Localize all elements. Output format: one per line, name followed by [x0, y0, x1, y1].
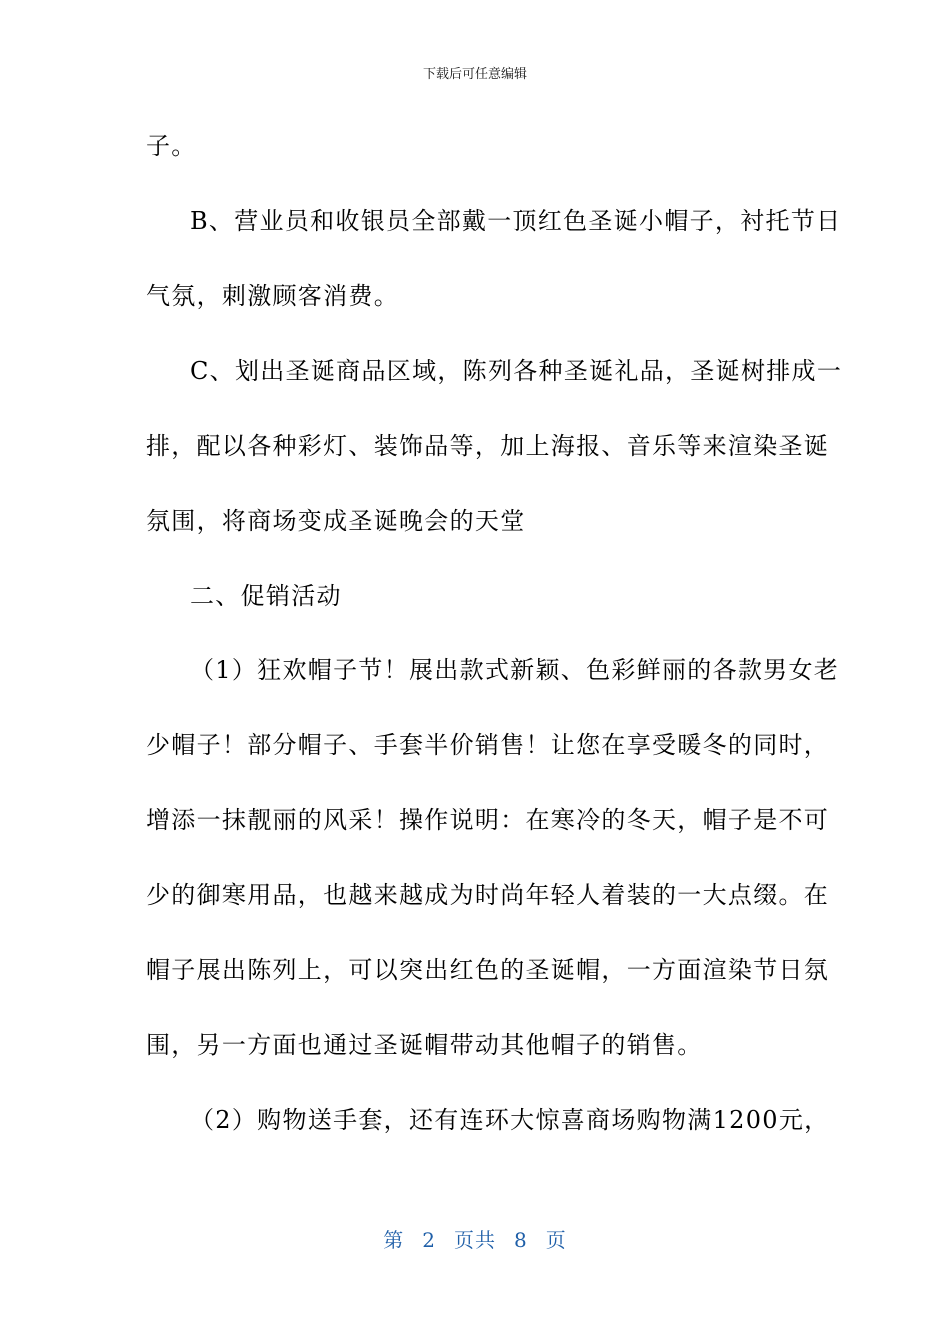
body-line-13: 围，另一方面也通过圣诞帽带动其他帽子的销售。: [146, 1031, 703, 1059]
page-header-note: 下载后可任意编辑: [422, 67, 527, 82]
body-line-2: B、营业员和收银员全部戴一顶红色圣诞小帽子，衬托节日: [190, 207, 842, 235]
body-line-8: （1）狂欢帽子节！展出款式新颖、色彩鲜丽的各款男女老: [190, 656, 840, 684]
footer-total-pages: 8: [514, 1228, 528, 1252]
body-line-9: 少帽子！部分帽子、手套半价销售！让您在享受暖冬的同时，: [146, 731, 830, 759]
footer-page-number: 2: [422, 1228, 436, 1252]
body-line-11: 少的御寒用品，也越来越成为时尚年轻人着装的一大点缀。在: [146, 881, 830, 909]
body-line-4: C、划出圣诞商品区域，陈列各种圣诞礼品，圣诞树排成一: [190, 357, 843, 385]
body-line-6: 氛围，将商场变成圣诞晚会的天堂: [146, 507, 526, 535]
body-line-10: 增添一抹靓丽的风采！操作说明：在寒冷的冬天，帽子是不可: [146, 806, 830, 834]
footer-middle: 页共: [454, 1228, 496, 1252]
footer-suffix: 页: [545, 1228, 567, 1252]
page-footer: [0, 1226, 950, 1254]
footer-prefix: 第: [383, 1228, 405, 1252]
section-heading: 二、促销活动: [190, 582, 342, 610]
body-line-14: （2）购物送手套，还有连环大惊喜商场购物满1200元，: [190, 1106, 830, 1134]
body-line-12: 帽子展出陈列上，可以突出红色的圣诞帽，一方面渲染节日氛: [146, 956, 830, 984]
body-line-5: 排，配以各种彩灯、装饰品等，加上海报、音乐等来渲染圣诞: [146, 432, 830, 460]
body-line-1: 子。: [146, 132, 197, 160]
body-line-3: 气氛，刺激顾客消费。: [146, 282, 399, 310]
